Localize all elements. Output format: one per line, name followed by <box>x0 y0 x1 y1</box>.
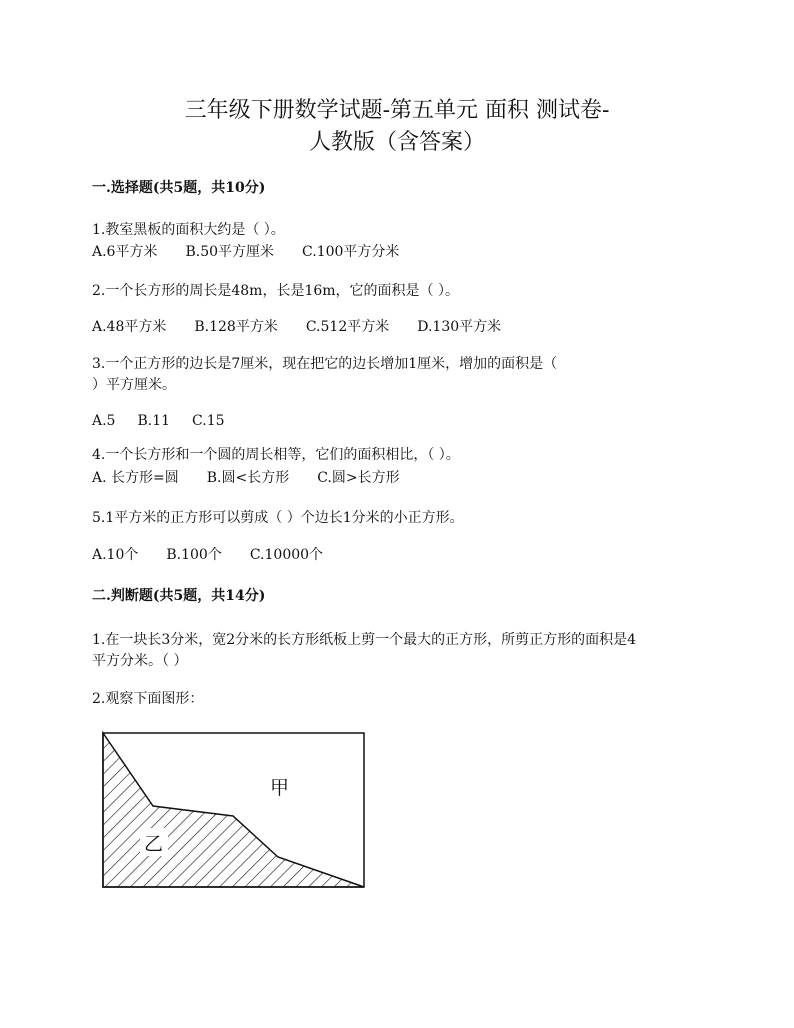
question-4-option-c: C.圆>长方形 <box>317 470 400 486</box>
question-2-option-b: B.128平方米 <box>194 319 278 335</box>
question-4-option-a: A. 长方形=圆 <box>92 470 179 486</box>
figure-label-yi: 乙 <box>144 833 164 855</box>
question-5-option-c: C.10000个 <box>249 547 324 563</box>
question-2-text: 2.一个长方形的周长是48m，长是16m，它的面积是（ ）。 <box>92 283 459 299</box>
judge-question-2-text: 2.观察下面图形： <box>92 691 204 707</box>
question-3-option-b: B.11 <box>137 413 171 429</box>
question-1-option-a: A.6平方米 <box>92 244 158 260</box>
section-1-heading: 一.选择题(共5题，共10分) <box>92 180 266 196</box>
question-3-option-c: C.15 <box>192 413 225 429</box>
question-4-text: 4.一个长方形和一个圆的周长相等，它们的面积相比，（ ）。 <box>92 447 460 463</box>
judge-question-1-text-line-2: 平方分米。（ ） <box>92 653 188 669</box>
question-3-text-line-2: ）平方厘米。 <box>92 377 176 393</box>
page-title-line-1: 三年级下册数学试题-第五单元 面积 测试卷- <box>184 98 610 123</box>
question-2-options <box>92 317 529 337</box>
question-1-option-c: C.100平方分米 <box>302 244 400 260</box>
section-2-heading: 二.判断题(共5题，共14分) <box>92 588 266 604</box>
area-figure <box>98 728 370 892</box>
question-5-text: 5.1平方米的正方形可以剪成（ ）个边长1分米的小正方形。 <box>92 510 464 526</box>
question-4-options <box>92 468 428 488</box>
question-1-option-b: B.50平方厘米 <box>185 244 275 260</box>
question-3-text-line-1: 3.一个正方形的边长是7厘米，现在把它的边长增加1厘米，增加的面积是（ <box>92 356 558 372</box>
question-5-option-a: A.10个 <box>92 547 139 563</box>
question-5-option-b: B.100个 <box>166 547 222 563</box>
question-4-option-b: B.圆<长方形 <box>206 470 290 486</box>
question-3-option-a: A.5 <box>92 413 116 429</box>
question-2-option-a: A.48平方米 <box>92 319 167 335</box>
page-title-line-2: 人教版（含答案） <box>308 130 485 155</box>
question-1-options <box>92 242 427 262</box>
question-5-options <box>92 545 351 565</box>
figure-label-jia: 甲 <box>270 777 290 799</box>
question-2-option-c: C.512平方米 <box>305 319 390 335</box>
figure-region-yi-hatched <box>103 733 364 887</box>
judge-question-1-text-line-1: 1.在一块长3分米，宽2分米的长方形纸板上剪一个最大的正方形，所剪正方形的面积是4 <box>92 632 637 648</box>
question-3-options <box>92 411 247 431</box>
question-1-text: 1.教室黑板的面积大约是（ ）。 <box>92 222 285 238</box>
question-2-option-d: D.130平方米 <box>417 319 502 335</box>
